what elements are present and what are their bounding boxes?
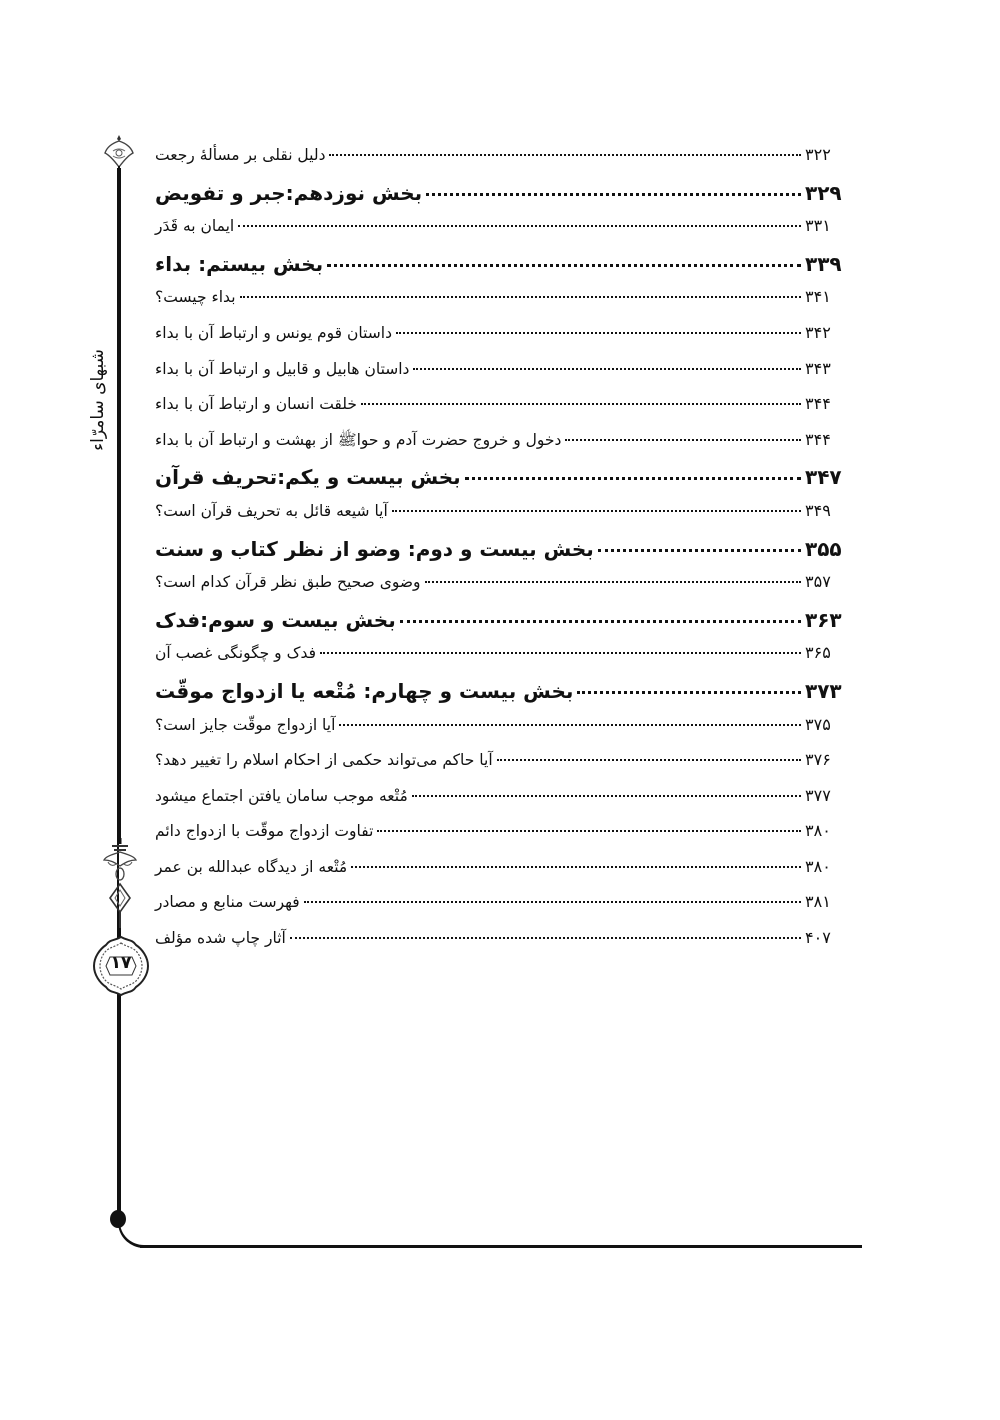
toc-entry-page-number: ۳۵۵ xyxy=(805,536,842,561)
toc-entry[interactable] xyxy=(155,287,845,323)
table-of-contents xyxy=(155,145,845,964)
toc-entry[interactable] xyxy=(155,715,845,751)
toc-entry-page-number: ۳۵۷ xyxy=(805,572,831,592)
toc-entry-title: داستان قوم یونس و ارتباط آن با بداء xyxy=(155,323,392,342)
toc-entry[interactable] xyxy=(155,394,845,430)
toc-entry[interactable] xyxy=(155,892,845,928)
toc-entry[interactable] xyxy=(155,928,845,964)
toc-entry-page-number: ۳۷۵ xyxy=(805,714,831,734)
toc-entry-page-number: ۳۸۰ xyxy=(805,821,831,841)
dot-leader xyxy=(413,368,801,370)
toc-entry-page-number: ۳۴۲ xyxy=(805,322,831,342)
toc-entry-title: آیا ازدواج موقّت جایز است؟ xyxy=(155,715,336,734)
dot-leader xyxy=(377,830,801,832)
dot-leader xyxy=(304,901,801,903)
toc-entry[interactable] xyxy=(155,216,845,252)
dot-leader xyxy=(426,193,801,196)
toc-entry-page-number: ۳۴۹ xyxy=(805,500,831,520)
running-title-text: شبهای سامرّاء xyxy=(88,349,109,451)
toc-entry-title: دلیل نقلی بر مسألۀ رجعت xyxy=(155,146,326,164)
toc-entry-page-number: ۳۴۷ xyxy=(805,465,842,490)
toc-entry-title: فدک و چگونگی غصب آن xyxy=(155,644,317,663)
bottom-rule xyxy=(140,1245,862,1248)
toc-section-heading[interactable] xyxy=(155,608,845,644)
toc-entry-page-number: ۴۰۷ xyxy=(805,928,831,948)
dot-leader xyxy=(412,795,801,797)
toc-entry-title: داستان هابیل و قابیل و ارتباط آن با بداء xyxy=(155,359,410,378)
dot-leader xyxy=(598,549,801,552)
toc-section-heading[interactable] xyxy=(155,252,845,288)
toc-entry-page-number: ۳۲۹ xyxy=(805,180,842,205)
toc-entry-title: آثار چاپ شده مؤلف xyxy=(155,929,286,948)
toc-entry-page-number: ۳۸۱ xyxy=(805,892,831,912)
toc-entry-title: بخش بیست و دوم: وضو از نظر کتاب و سنت xyxy=(155,536,594,561)
dot-leader xyxy=(392,510,801,512)
toc-entry-title: بخش بیست و چهارم: مُتْعه یا ازدواج موقّت xyxy=(155,678,574,703)
toc-entry[interactable] xyxy=(155,430,845,466)
bottom-corner-curve xyxy=(118,1218,148,1248)
toc-entry-page-number: ۳۸۰ xyxy=(805,856,831,876)
dot-leader xyxy=(497,759,801,761)
toc-entry-title: آیا حاکم می‌تواند حکمی از احکام اسلام را تغییر دهد؟ xyxy=(155,751,493,770)
toc-entry-page-number: ۳۷۳ xyxy=(805,678,842,703)
toc-entry-page-number: ۳۳۱ xyxy=(805,216,831,236)
toc-section-heading[interactable] xyxy=(155,679,845,715)
dot-leader xyxy=(577,691,801,694)
toc-entry-title: بخش بیستم: بداء xyxy=(155,251,324,276)
top-ornament-icon xyxy=(103,133,135,173)
dot-leader xyxy=(361,403,801,405)
toc-entry-page-number: ۳۳۹ xyxy=(805,251,842,276)
dot-leader xyxy=(327,264,801,267)
middle-ornament-icon xyxy=(100,838,140,928)
toc-entry-page-number: ۳۴۴ xyxy=(805,394,831,414)
toc-entry[interactable] xyxy=(155,359,845,395)
toc-entry-title: بداء چیست؟ xyxy=(155,288,236,307)
dot-leader xyxy=(351,866,801,868)
toc-entry-title: مُتْعه از دیدگاه عبدالله بن عمر xyxy=(155,857,348,876)
toc-entry[interactable] xyxy=(155,750,845,786)
dot-leader xyxy=(339,724,801,726)
toc-entry[interactable] xyxy=(155,145,845,181)
toc-entry-title: فهرست منابع و مصادر xyxy=(155,893,300,912)
toc-entry-title: آیا شیعه قائل به تحریف قرآن است؟ xyxy=(155,501,388,520)
dot-leader xyxy=(320,652,801,654)
dot-leader xyxy=(238,225,801,227)
dot-leader xyxy=(240,296,801,298)
toc-entry-title: بخش بیست و سوم:فدک xyxy=(155,607,396,632)
dot-leader xyxy=(290,937,801,939)
dot-leader xyxy=(565,439,801,441)
dot-leader xyxy=(425,581,801,583)
toc-section-heading[interactable] xyxy=(155,537,845,573)
toc-entry-page-number: ۳۴۴ xyxy=(805,429,831,449)
running-title xyxy=(78,315,118,485)
toc-entry-title: مُتْعه موجب سامان یافتن اجتماع میشود xyxy=(155,786,408,805)
page-number: ۱۷ xyxy=(110,953,132,973)
toc-entry-title: دخول و خروج حضرت آدم و حواﷺ از بهشت و ارتباط آن با بداء xyxy=(155,430,562,449)
toc-entry[interactable] xyxy=(155,821,845,857)
toc-entry-title: تفاوت ازدواج موقّت با ازدواج دائم xyxy=(155,822,374,841)
toc-entry-page-number: ۳۷۶ xyxy=(805,750,831,770)
toc-entry[interactable] xyxy=(155,323,845,359)
side-rule-lower xyxy=(119,1000,121,1215)
toc-section-heading[interactable] xyxy=(155,181,845,217)
toc-entry-page-number: ۳۲۲ xyxy=(805,145,831,164)
toc-entry[interactable] xyxy=(155,572,845,608)
toc-entry-title: بخش بیست و یکم:تحریف قرآن xyxy=(155,465,461,490)
toc-entry[interactable] xyxy=(155,643,845,679)
toc-entry-page-number: ۳۴۳ xyxy=(805,358,831,378)
toc-entry-title: خلقت انسان و ارتباط آن با بداء xyxy=(155,395,357,414)
toc-entry-page-number: ۳۷۷ xyxy=(805,785,831,805)
dot-leader xyxy=(396,332,801,334)
toc-entry-page-number: ۳۴۱ xyxy=(805,287,831,307)
toc-section-heading[interactable] xyxy=(155,465,845,501)
toc-entry-page-number: ۳۶۵ xyxy=(805,643,831,663)
toc-entry-page-number: ۳۶۳ xyxy=(805,607,842,632)
dot-leader xyxy=(400,620,801,623)
toc-entry[interactable] xyxy=(155,786,845,822)
dot-leader xyxy=(465,477,801,480)
toc-entry[interactable] xyxy=(155,857,845,893)
toc-entry-title: بخش نوزدهم:جبر و تفویض xyxy=(155,180,423,205)
toc-entry[interactable] xyxy=(155,501,845,537)
toc-entry-title: وضوی صحیح طبق نظر قرآن کدام است؟ xyxy=(155,573,421,592)
dot-leader xyxy=(329,154,801,156)
toc-entry-title: ایمان به قَدَر xyxy=(155,217,235,236)
